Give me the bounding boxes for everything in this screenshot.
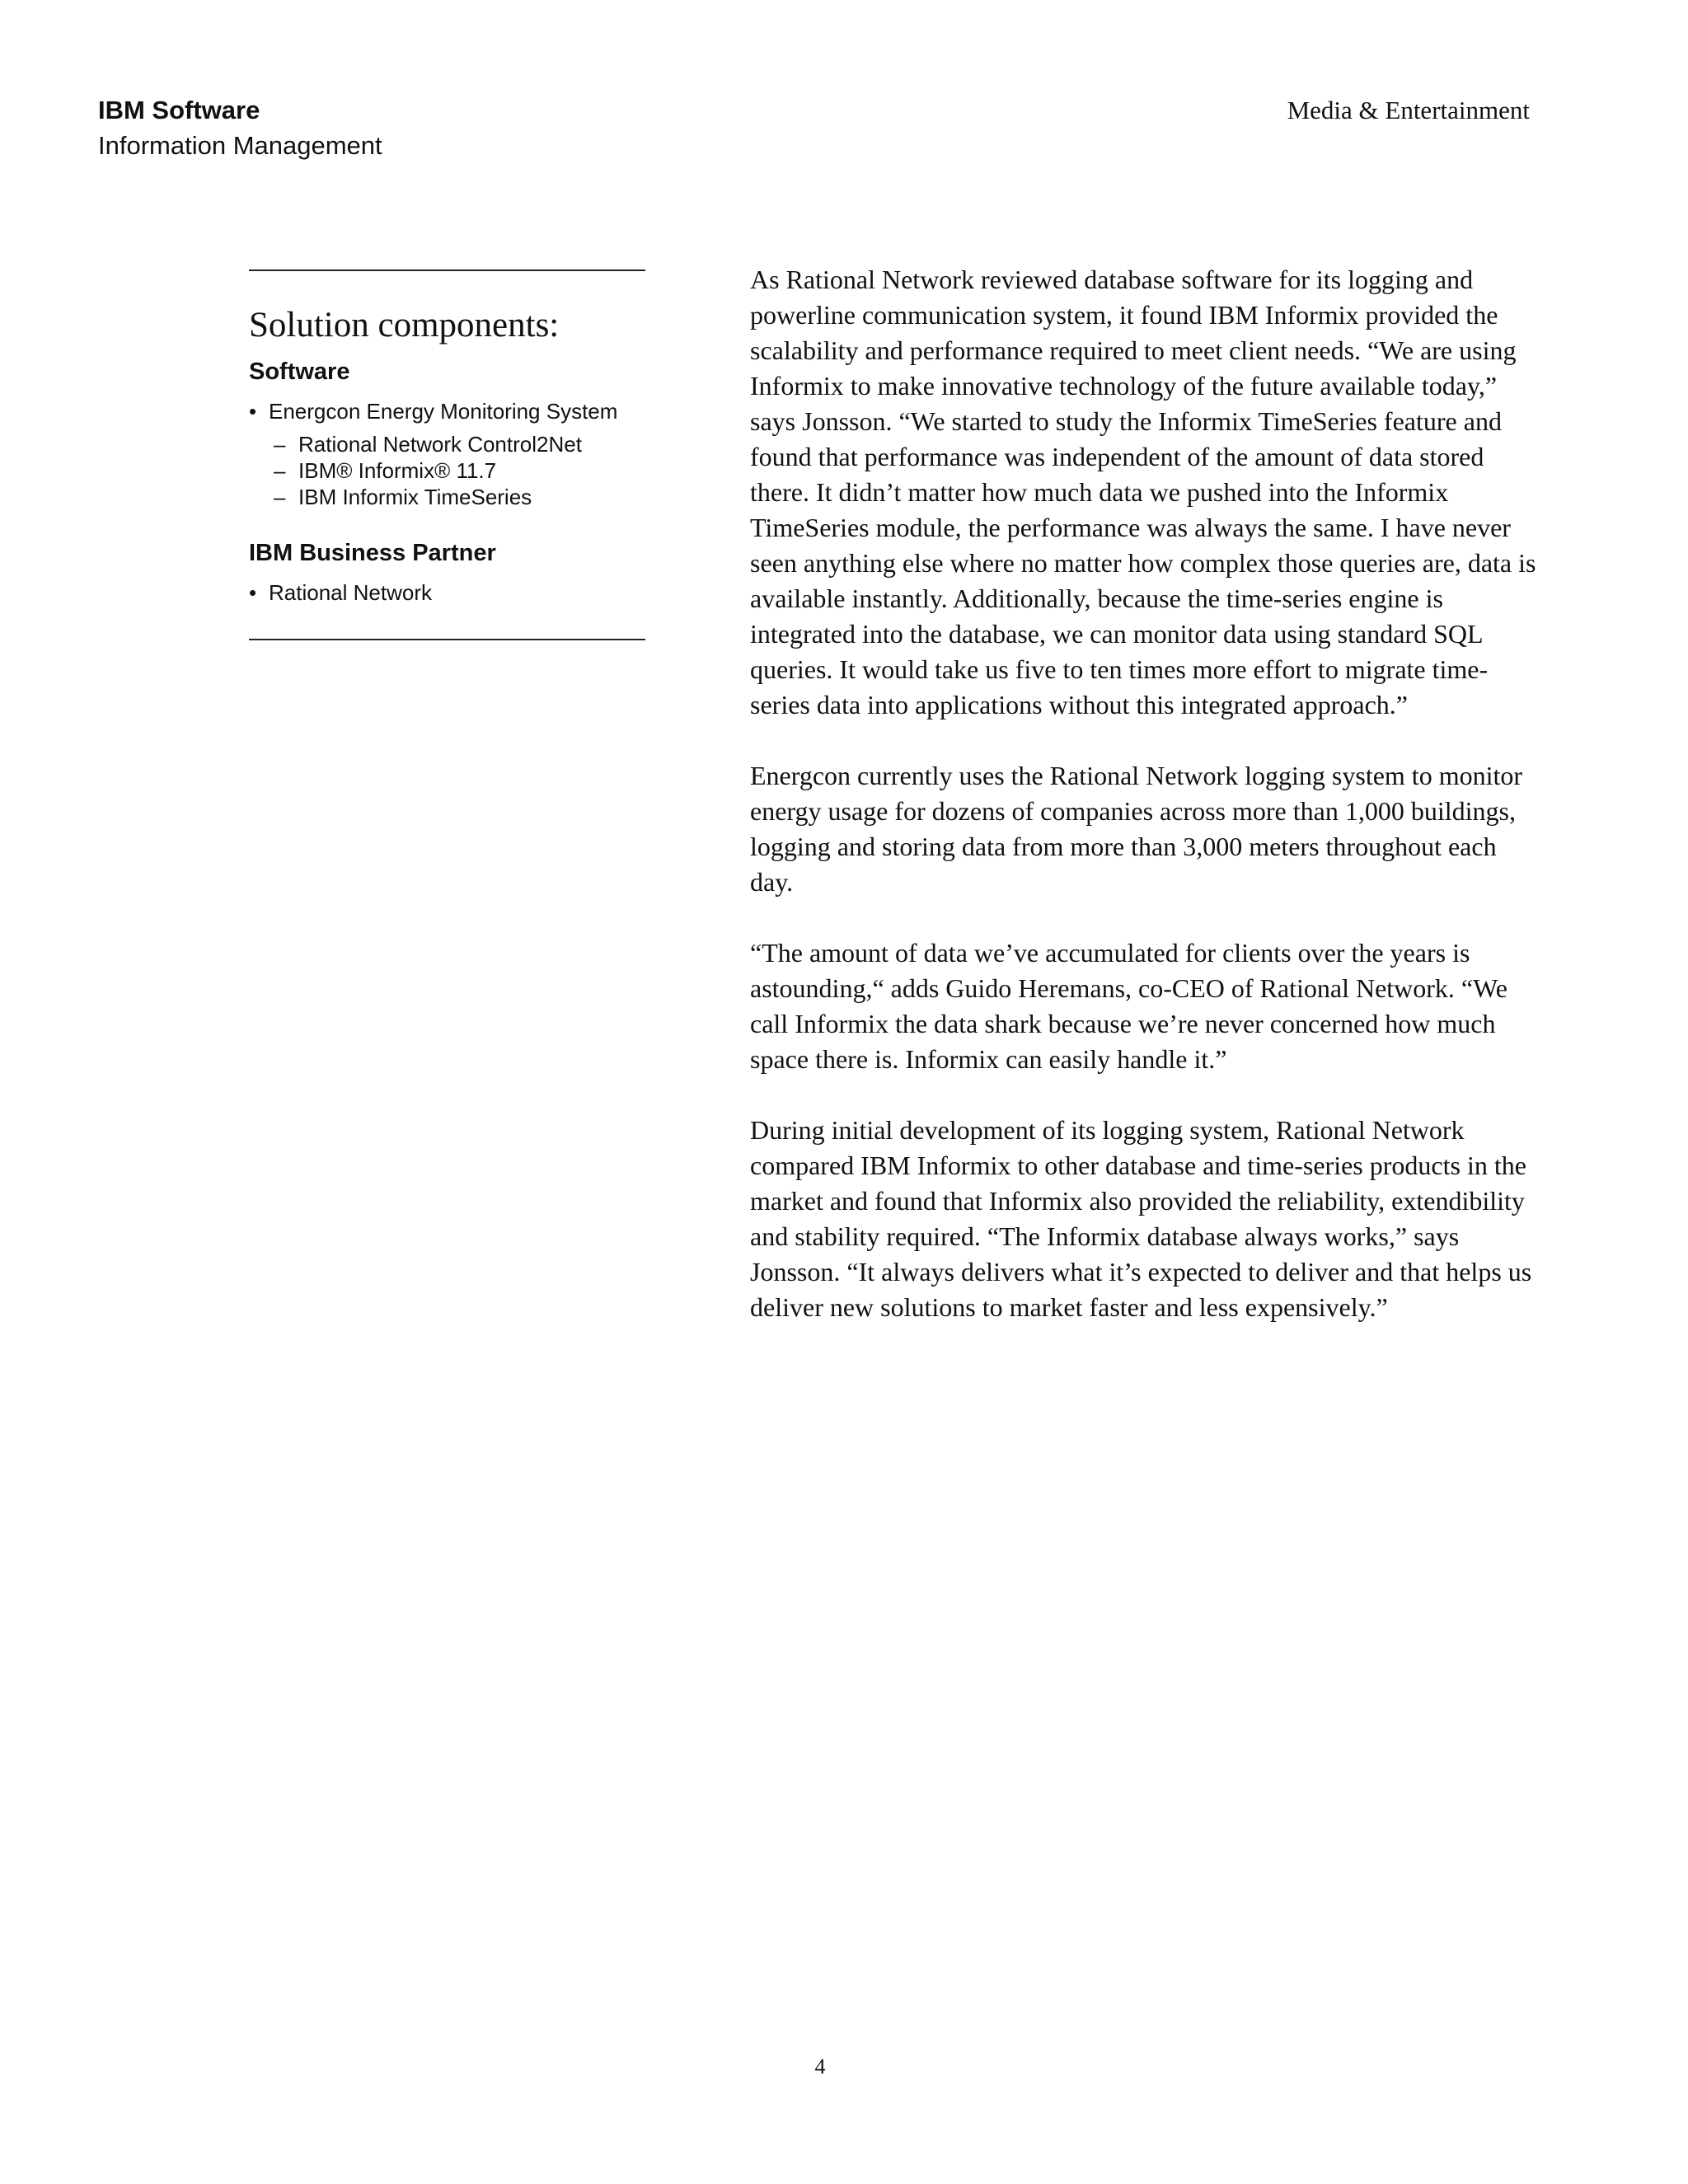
- sidebar-bottom-divider: [249, 639, 645, 640]
- sidebar-title: Solution components:: [249, 306, 560, 344]
- dash-icon: –: [274, 485, 286, 509]
- list-item-label: Rational Network: [269, 580, 432, 605]
- bullet-icon: •: [249, 580, 257, 605]
- partner-list: [249, 579, 645, 606]
- brand-title: IBM Software: [98, 96, 260, 124]
- software-heading: Software: [249, 359, 350, 385]
- paragraph: As Rational Network reviewed database software for its logging and powerline communication system, it found IBM Informix provided the scalability and performance required to meet client needs. “We are using Informix to make innovative technology of the future available today,” says Jonsson. “We started to study the Informix TimeSeries feature and found that performance was independent of the amount of data stored there. It didn’t matter how much data we pushed into the Informix TimeSeries module, the performance was always the same. I have never seen anything else where no matter how complex those queries are, data is available instantly. Additionally, because the time-series engine is integrated into the database, we can monitor data using standard SQL queries. It would take us five to ten times more effort to migrate time-series data into applications without this integrated approach.”: [750, 265, 1536, 719]
- paragraph: Energcon currently uses the Rational Network logging system to monitor energy usage for dozens of companies across more than 1,000 buildings, logging and storing data from more than 3,000 meters throughout each day.: [750, 761, 1523, 897]
- spacer: [249, 510, 645, 538]
- paragraph: “The amount of data we’ve accumulated for clients over the years is astounding,“ adds Guido Heremans, co-CEO of Rational Network. “We call Informix the data shark because we’re never concerned how much space there is. Informix can easily handle it.”: [750, 938, 1507, 1074]
- dash-icon: –: [274, 432, 286, 457]
- solution-components-sidebar: [249, 269, 645, 640]
- section-title: Media & Entertainment: [1287, 96, 1530, 124]
- software-list: [249, 398, 645, 424]
- paragraph: During initial development of its logging system, Rational Network compared IBM Informix to other database and time-series products in the market and found that Informix also provided the reliability, extendibility and stability required. “The Informix database always works,” says Jonsson. “It always delivers what it’s expected to deliver and that helps us deliver new solutions to market faster and less expensively.”: [750, 1115, 1532, 1322]
- body-text: [750, 262, 1545, 1361]
- sub-list-item: [274, 484, 645, 510]
- sidebar-top-divider: [249, 269, 645, 271]
- software-sub-list: [249, 431, 645, 510]
- division-title: Information Management: [98, 131, 382, 160]
- list-item: [249, 398, 645, 424]
- sub-list-item: [274, 431, 645, 457]
- dash-icon: –: [274, 458, 286, 483]
- sub-list-item-label: Rational Network Control2Net: [298, 432, 582, 457]
- header-left: [98, 92, 382, 163]
- page-number: 4: [814, 2055, 826, 2079]
- list-item: [249, 579, 645, 606]
- list-item-label: Energcon Energy Monitoring System: [269, 399, 618, 424]
- sub-list-item-label: IBM® Informix® 11.7: [298, 458, 497, 483]
- sub-list-item-label: IBM Informix TimeSeries: [298, 485, 532, 509]
- partner-heading: IBM Business Partner: [249, 540, 496, 566]
- bullet-icon: •: [249, 399, 257, 424]
- sub-list-item: [274, 457, 645, 484]
